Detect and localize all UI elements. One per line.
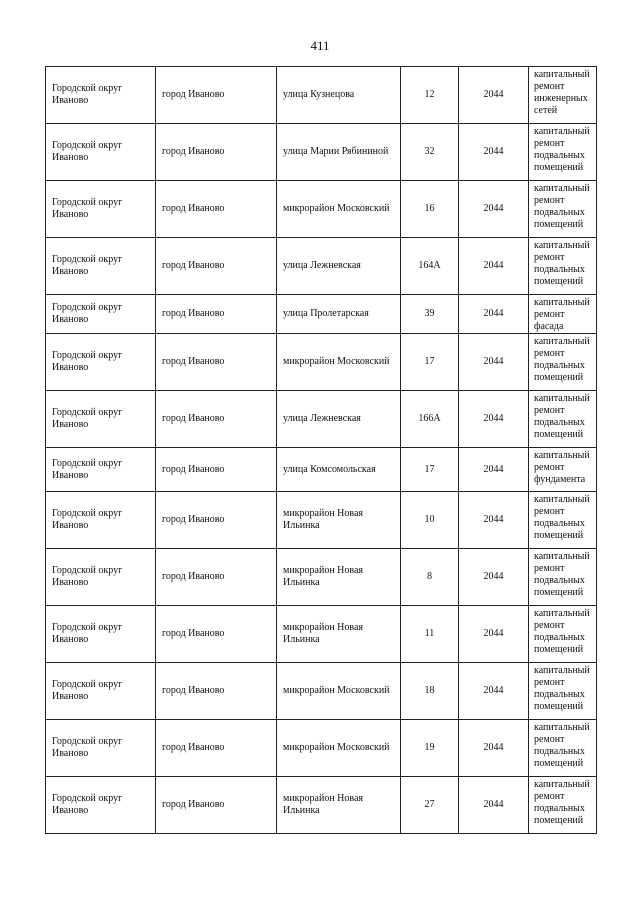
planned-year-cell: 2044 [459, 124, 529, 181]
table-row [46, 549, 597, 606]
house-number-cell: 18 [401, 663, 459, 720]
municipal-district-cell: Городской округ Иваново [46, 448, 156, 492]
municipal-district-cell: Городской округ Иваново [46, 67, 156, 124]
table-row [46, 181, 597, 238]
settlement-cell: город Иваново [156, 334, 277, 391]
planned-year-cell: 2044 [459, 448, 529, 492]
street-cell: микрорайон Московский [277, 720, 401, 777]
settlement-cell: город Иваново [156, 720, 277, 777]
street-cell: улица Комсомольская [277, 448, 401, 492]
planned-year-cell: 2044 [459, 391, 529, 448]
municipal-district-cell: Городской округ Иваново [46, 720, 156, 777]
planned-year-cell: 2044 [459, 549, 529, 606]
house-number-cell: 8 [401, 549, 459, 606]
municipal-district-cell: Городской округ Иваново [46, 181, 156, 238]
work-type-cell: капитальный ремонт подвальных помещений [529, 391, 597, 448]
house-number-cell: 17 [401, 334, 459, 391]
house-number-cell: 164А [401, 238, 459, 295]
house-number-cell: 166А [401, 391, 459, 448]
work-type-cell: капитальный ремонт подвальных помещений [529, 720, 597, 777]
work-type-cell: капитальный ремонт подвальных помещений [529, 334, 597, 391]
settlement-cell: город Иваново [156, 663, 277, 720]
street-cell: микрорайон Московский [277, 334, 401, 391]
work-type-cell: капитальный ремонт фундамента [529, 448, 597, 492]
house-number-cell: 39 [401, 295, 459, 334]
municipal-district-cell: Городской округ Иваново [46, 391, 156, 448]
work-type-cell: капитальный ремонт подвальных помещений [529, 492, 597, 549]
work-type-cell: капитальный ремонт подвальных помещений [529, 549, 597, 606]
house-number-cell: 19 [401, 720, 459, 777]
street-cell: микрорайон Новая Ильинка [277, 549, 401, 606]
table-row [46, 238, 597, 295]
planned-year-cell: 2044 [459, 606, 529, 663]
table-row [46, 492, 597, 549]
municipal-district-cell: Городской округ Иваново [46, 238, 156, 295]
table-row [46, 720, 597, 777]
table-row [46, 295, 597, 334]
street-cell: микрорайон Новая Ильинка [277, 492, 401, 549]
street-cell: микрорайон Новая Ильинка [277, 606, 401, 663]
work-type-cell: капитальный ремонт подвальных помещений [529, 238, 597, 295]
table-row [46, 448, 597, 492]
municipal-district-cell: Городской округ Иваново [46, 777, 156, 834]
table-row [46, 663, 597, 720]
table-row [46, 606, 597, 663]
planned-year-cell: 2044 [459, 238, 529, 295]
street-cell: микрорайон Новая Ильинка [277, 777, 401, 834]
municipal-district-cell: Городской округ Иваново [46, 334, 156, 391]
page-number: 411 [310, 38, 330, 53]
table-row [46, 777, 597, 834]
settlement-cell: город Иваново [156, 181, 277, 238]
street-cell: улица Кузнецова [277, 67, 401, 124]
settlement-cell: город Иваново [156, 238, 277, 295]
work-type-cell: капитальный ремонт подвальных помещений [529, 663, 597, 720]
planned-year-cell: 2044 [459, 181, 529, 238]
house-number-cell: 10 [401, 492, 459, 549]
settlement-cell: город Иваново [156, 448, 277, 492]
settlement-cell: город Иваново [156, 777, 277, 834]
street-cell: улица Лежневская [277, 391, 401, 448]
table-row [46, 67, 597, 124]
settlement-cell: город Иваново [156, 492, 277, 549]
work-type-cell: капитальный ремонт фасада [529, 295, 597, 334]
municipal-district-cell: Городской округ Иваново [46, 295, 156, 334]
planned-year-cell: 2044 [459, 777, 529, 834]
house-number-cell: 16 [401, 181, 459, 238]
settlement-cell: город Иваново [156, 67, 277, 124]
house-number-cell: 12 [401, 67, 459, 124]
street-cell: микрорайон Московский [277, 181, 401, 238]
street-cell: улица Пролетарская [277, 295, 401, 334]
planned-year-cell: 2044 [459, 492, 529, 549]
settlement-cell: город Иваново [156, 124, 277, 181]
work-type-cell: капитальный ремонт подвальных помещений [529, 777, 597, 834]
planned-year-cell: 2044 [459, 295, 529, 334]
planned-year-cell: 2044 [459, 720, 529, 777]
house-number-cell: 11 [401, 606, 459, 663]
municipal-district-cell: Городской округ Иваново [46, 663, 156, 720]
municipal-district-cell: Городской округ Иваново [46, 606, 156, 663]
house-number-cell: 27 [401, 777, 459, 834]
settlement-cell: город Иваново [156, 391, 277, 448]
settlement-cell: город Иваново [156, 606, 277, 663]
repair-schedule-body [46, 67, 597, 834]
work-type-cell: капитальный ремонт подвальных помещений [529, 124, 597, 181]
planned-year-cell: 2044 [459, 334, 529, 391]
house-number-cell: 32 [401, 124, 459, 181]
table-row [46, 124, 597, 181]
work-type-cell: капитальный ремонт подвальных помещений [529, 606, 597, 663]
settlement-cell: город Иваново [156, 295, 277, 334]
street-cell: улица Марии Рябининой [277, 124, 401, 181]
work-type-cell: капитальный ремонт подвальных помещений [529, 181, 597, 238]
municipal-district-cell: Городской округ Иваново [46, 124, 156, 181]
settlement-cell: город Иваново [156, 549, 277, 606]
planned-year-cell: 2044 [459, 663, 529, 720]
repair-schedule-table [45, 66, 597, 834]
planned-year-cell: 2044 [459, 67, 529, 124]
street-cell: микрорайон Московский [277, 663, 401, 720]
table-row [46, 391, 597, 448]
street-cell: улица Лежневская [277, 238, 401, 295]
municipal-district-cell: Городской округ Иваново [46, 549, 156, 606]
house-number-cell: 17 [401, 448, 459, 492]
table-row [46, 334, 597, 391]
work-type-cell: капитальный ремонт инженерных сетей [529, 67, 597, 124]
municipal-district-cell: Городской округ Иваново [46, 492, 156, 549]
